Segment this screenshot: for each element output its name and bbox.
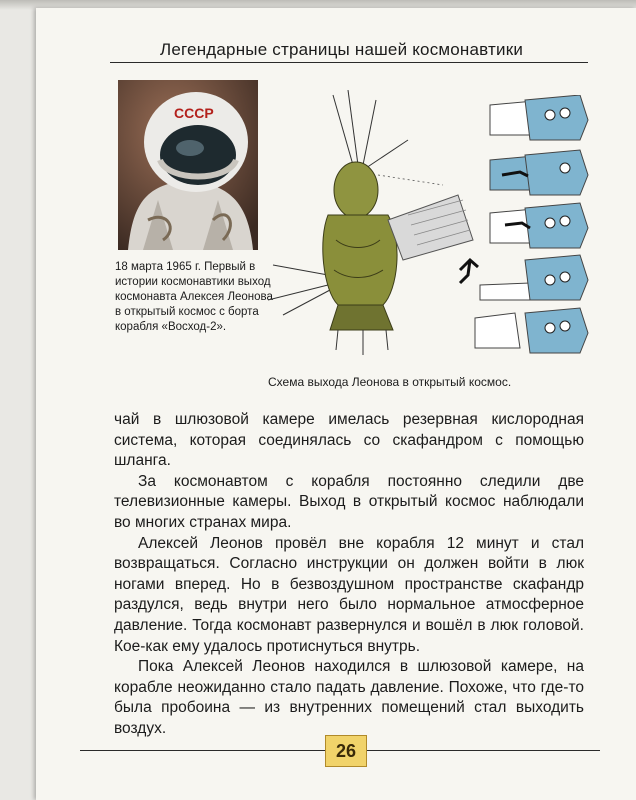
- diagram-caption: Схема выхода Леонова в открытый космос.: [268, 375, 512, 389]
- header-rule: [110, 62, 588, 63]
- cosmonaut-photo: [118, 80, 258, 250]
- helmet-cccp-text: СССР: [174, 105, 214, 121]
- article-body: [114, 410, 584, 740]
- paragraph-pressure: Пока Алексей Леонов находился в шлюзовой камере, на корабле неожиданно стало падать давление. Похоже, что где-то была пробоина — из внутренних помещений стал выходить воздух.: [114, 658, 584, 737]
- paragraph-cameras: За космонавтом с корабля постоянно следили две телевизионные камеры. Выход в открытый космос наблюдали во многих странах мира.: [114, 472, 584, 531]
- page-number-badge: 26: [325, 735, 367, 767]
- page-header-title: Легендарные страницы нашей космонавтики: [160, 40, 524, 59]
- airlock-sequence-illustration: [450, 95, 590, 365]
- paragraph-continuation: чай в шлюзовой камере имелась резервная кислородная система, которая соединялась со скафандром с помощью шланга.: [114, 411, 584, 470]
- cosmonaut-illustration: [118, 80, 258, 250]
- photo-caption: 18 марта 1965 г. Первый в истории космонавтики выход космонавта Алексея Леонова в открытый космос с борта корабля «Восход-2».: [115, 261, 273, 333]
- paragraph-return: Алексей Леонов провёл вне корабля 12 минут и стал возвращаться. Согласно инструкции он должен войти в люк ногами вперед. Но в безвоздушном пространстве скафандр раздулся, ведь внутри него было нормальное атмосферное давление. Тогда космонавт развернулся и вошёл в люк головой. Кое-как ему удалось протиснуться внутрь.: [114, 534, 584, 655]
